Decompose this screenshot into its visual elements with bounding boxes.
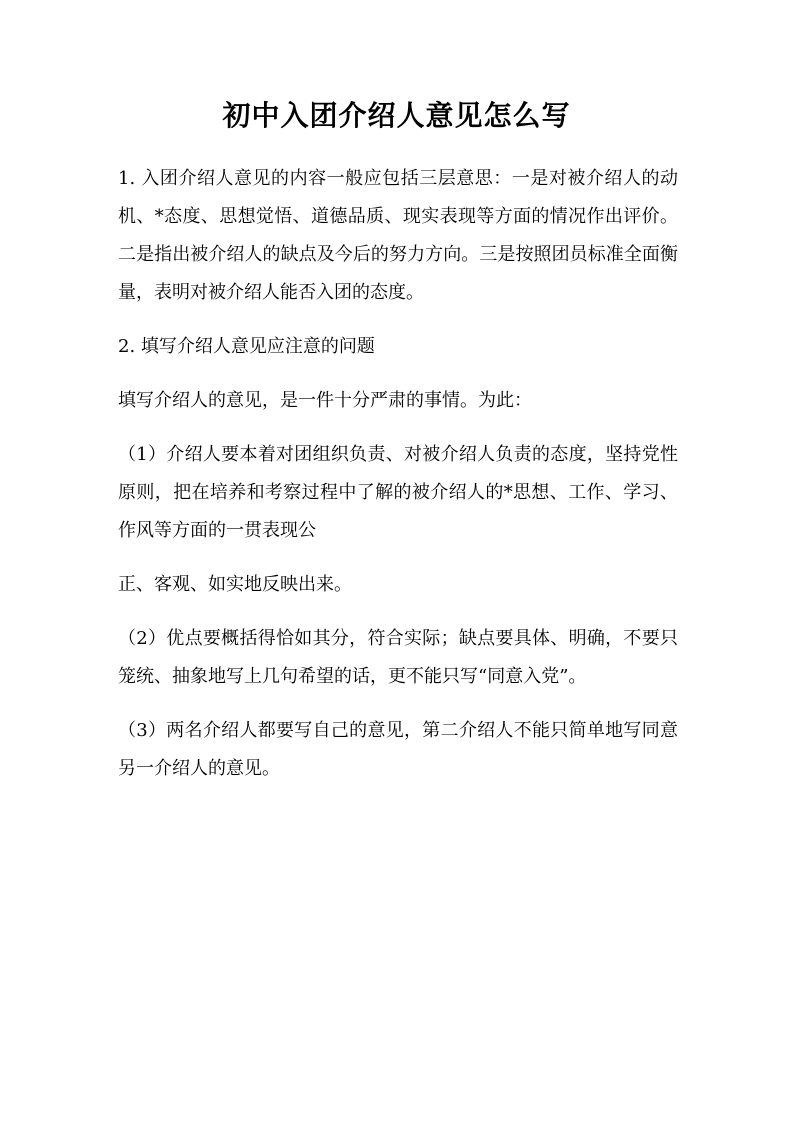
paragraph-point-3: （3）两名介绍人都要写自己的意见，第二介绍人不能只简单地写同意另一介绍人的意见。 <box>118 720 678 779</box>
document-title: 初中入团介绍人意见怎么写 <box>222 99 571 132</box>
paragraph-point-1-continued: 正、客观、如实地反映出来。 <box>118 574 352 595</box>
paragraph-notes-lead: 填写介绍人的意见，是一件十分严肃的事情。为此： <box>118 390 532 411</box>
paragraph-point-2: （2）优点要概括得恰如其分，符合实际；缺点要具体、明确，不要只笼统、抽象地写上几句希望的话，更不能只写“同意入党”。 <box>118 628 678 687</box>
document-body <box>118 160 678 804</box>
paragraph-notes-heading: 2. 填写介绍人意见应注意的问题 <box>118 336 375 357</box>
paragraph-point-1: （1）介绍人要本着对团组织负责、对被介绍人负责的态度，坚持党性原则，把在培养和考察过程中了解的被介绍人的*思想、工作、学习、作风等方面的一贯表现公 <box>118 444 678 541</box>
paragraph-intro-content: 1. 入团介绍人意见的内容一般应包括三层意思：一是对被介绍人的动机、*态度、思想觉悟、道德品质、现实表现等方面的情况作出评价。二是指出被介绍人的缺点及今后的努力方向。三是按照团员标准全面衡量，表明对被介绍人能否入团的态度。 <box>118 168 678 303</box>
